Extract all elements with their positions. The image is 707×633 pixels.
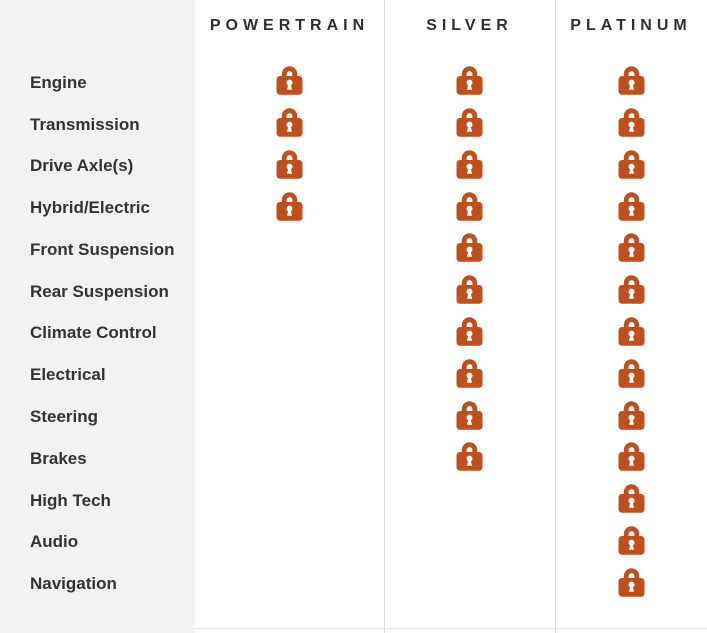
coverage-cell — [384, 271, 555, 313]
lock-icon — [618, 148, 645, 179]
lock-icon — [618, 482, 645, 513]
row-label: High Tech — [30, 490, 111, 510]
coverage-cell — [555, 104, 707, 146]
lock-icon — [456, 273, 483, 304]
row-label: Climate Control — [30, 323, 157, 343]
lock-icon — [276, 190, 303, 221]
table-row — [0, 62, 707, 104]
lock-icon — [618, 566, 645, 597]
column-header-platinum: PLATINUM — [570, 17, 692, 34]
coverage-cell — [384, 563, 555, 605]
column-header-silver: SILVER — [426, 17, 513, 34]
row-label: Rear Suspension — [30, 281, 169, 301]
coverage-cell — [555, 62, 707, 104]
table-row — [0, 229, 707, 271]
lock-icon — [456, 357, 483, 388]
row-label: Audio — [30, 532, 79, 552]
coverage-cell — [195, 354, 384, 396]
coverage-cell — [195, 438, 384, 480]
row-label: Electrical — [30, 365, 106, 385]
coverage-cell — [195, 104, 384, 146]
column-header-powertrain: POWERTRAIN — [209, 17, 370, 34]
coverage-cell — [555, 271, 707, 313]
lock-icon — [618, 399, 645, 430]
row-label: Brakes — [30, 448, 87, 468]
coverage-cell — [384, 396, 555, 438]
lock-icon — [618, 440, 645, 471]
table-row — [0, 313, 707, 355]
coverage-cell — [555, 521, 707, 563]
coverage-cell — [555, 146, 707, 188]
table-row — [0, 438, 707, 480]
lock-icon — [456, 64, 483, 95]
row-label: Hybrid/Electric — [30, 198, 150, 218]
lock-icon — [456, 190, 483, 221]
lock-icon — [618, 273, 645, 304]
coverage-cell — [555, 396, 707, 438]
coverage-cell — [555, 563, 707, 605]
table-bottom-border — [195, 628, 707, 629]
row-label: Front Suspension — [30, 239, 175, 259]
lock-icon — [276, 64, 303, 95]
lock-icon — [618, 190, 645, 221]
lock-icon — [618, 357, 645, 388]
coverage-cell — [384, 104, 555, 146]
coverage-cell — [384, 521, 555, 563]
coverage-cell — [384, 313, 555, 355]
table-header-row — [0, 0, 707, 62]
coverage-cell — [384, 62, 555, 104]
coverage-cell — [195, 396, 384, 438]
lock-icon — [618, 524, 645, 555]
coverage-cell — [555, 480, 707, 522]
table-row — [0, 354, 707, 396]
lock-icon — [456, 399, 483, 430]
coverage-cell — [555, 438, 707, 480]
header-spacer-cell — [0, 0, 195, 62]
row-label: Transmission — [30, 114, 140, 134]
lock-icon — [456, 148, 483, 179]
coverage-cell — [195, 313, 384, 355]
lock-icon — [618, 231, 645, 262]
coverage-cell — [384, 146, 555, 188]
coverage-cell — [195, 187, 384, 229]
table-body — [0, 62, 707, 605]
table-row — [0, 146, 707, 188]
lock-icon — [618, 315, 645, 346]
lock-icon — [276, 148, 303, 179]
lock-icon — [618, 106, 645, 137]
coverage-cell — [384, 438, 555, 480]
coverage-cell — [384, 480, 555, 522]
coverage-cell — [195, 62, 384, 104]
row-label: Drive Axle(s) — [30, 156, 134, 176]
table-row — [0, 187, 707, 229]
coverage-cell — [195, 480, 384, 522]
coverage-cell — [384, 187, 555, 229]
lock-icon — [456, 440, 483, 471]
table-row — [0, 396, 707, 438]
coverage-cell — [195, 146, 384, 188]
coverage-cell — [555, 354, 707, 396]
table-row — [0, 271, 707, 313]
coverage-cell — [195, 521, 384, 563]
coverage-cell — [195, 563, 384, 605]
row-label: Navigation — [30, 574, 117, 594]
table-row — [0, 521, 707, 563]
lock-icon — [456, 315, 483, 346]
coverage-cell — [384, 354, 555, 396]
coverage-cell — [555, 313, 707, 355]
table-row — [0, 563, 707, 605]
lock-icon — [618, 64, 645, 95]
row-label: Engine — [30, 72, 87, 92]
coverage-cell — [384, 229, 555, 271]
coverage-cell — [195, 229, 384, 271]
coverage-cell — [195, 271, 384, 313]
coverage-cell — [555, 229, 707, 271]
coverage-cell — [555, 187, 707, 229]
lock-icon — [456, 231, 483, 262]
row-label: Steering — [30, 407, 99, 426]
table-row — [0, 480, 707, 522]
table-row — [0, 104, 707, 146]
lock-icon — [456, 106, 483, 137]
lock-icon — [276, 106, 303, 137]
